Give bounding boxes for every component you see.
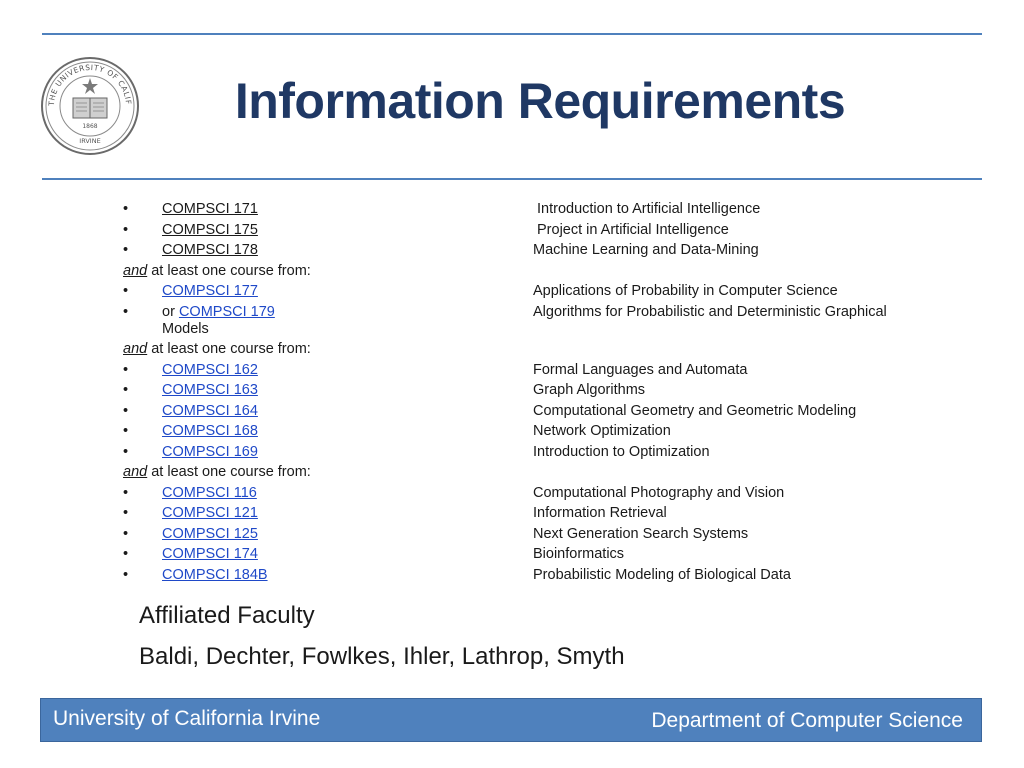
course-link[interactable]: COMPSCI 162 — [162, 361, 258, 378]
bullet: • — [123, 484, 129, 501]
course-code: COMPSCI 178 — [162, 242, 258, 258]
slide-title: Information Requirements — [234, 73, 846, 129]
course-link[interactable]: COMPSCI 116 — [162, 484, 257, 501]
and-label: and — [123, 464, 148, 480]
course-description: Next Generation Search Systems — [533, 525, 749, 542]
svg-text:IRVINE: IRVINE — [79, 137, 101, 145]
list-item — [0, 220, 1024, 241]
bullet: • — [123, 505, 129, 521]
bullet: • — [123, 382, 129, 398]
bullet: • — [123, 443, 129, 460]
uc-seal-logo — [40, 56, 140, 156]
course-link-compsci-177[interactable]: COMPSCI 177 — [162, 283, 258, 299]
bullet: • — [123, 566, 129, 583]
list-item — [0, 483, 1024, 504]
course-description: Introduction to Optimization — [533, 443, 710, 460]
course-description: Bioinformatics — [533, 546, 625, 562]
course-link[interactable]: COMPSCI 168 — [162, 423, 258, 439]
course-link[interactable]: COMPSCI 164 — [162, 402, 258, 419]
bullet: • — [123, 201, 129, 217]
list-item — [0, 401, 1024, 422]
course-description: Applications of Probability in Computer Science — [533, 283, 838, 299]
bullet: • — [123, 423, 129, 439]
course-description: Graph Algorithms — [533, 382, 646, 398]
course-link[interactable]: COMPSCI 184B — [162, 566, 268, 583]
group-heading — [0, 339, 1024, 360]
bullet: • — [123, 303, 129, 320]
list-item — [0, 421, 1024, 442]
list-item — [0, 442, 1024, 463]
course-link[interactable]: COMPSCI 174 — [162, 546, 258, 562]
course-description: Computational Photography and Vision — [533, 484, 785, 501]
course-link[interactable]: COMPSCI 169 — [162, 443, 258, 460]
faculty-names: Baldi, Dechter, Fowlkes, Ihler, Lathrop, Smyth — [139, 643, 625, 670]
course-description-continuation: Models — [162, 321, 209, 337]
svg-text:1868: 1868 — [82, 123, 98, 130]
group-heading-text: at least one course from: — [151, 341, 311, 357]
bullet: • — [123, 402, 129, 419]
title-rule — [42, 178, 982, 180]
list-item — [0, 281, 1024, 302]
bullet: • — [123, 242, 129, 258]
course-description: Algorithms for Probabilistic and Deterministic Graphical — [533, 303, 887, 320]
list-item — [0, 503, 1024, 524]
list-item — [0, 524, 1024, 545]
course-description: Project in Artificial Intelligence — [537, 221, 729, 238]
bullet: • — [123, 546, 129, 562]
and-label: and — [123, 262, 148, 279]
course-description: Network Optimization — [533, 423, 671, 439]
group-heading-text: at least one course from: — [151, 262, 311, 279]
list-item — [0, 544, 1024, 565]
course-description: Probabilistic Modeling of Biological Data — [533, 566, 791, 583]
course-link[interactable]: COMPSCI 125 — [162, 525, 258, 542]
list-item — [0, 199, 1024, 220]
course-description: Formal Languages and Automata — [533, 361, 748, 378]
list-item — [0, 380, 1024, 401]
top-rule — [42, 33, 982, 35]
or-label: or — [162, 303, 175, 320]
group-heading-text: at least one course from: — [151, 464, 311, 480]
bullet: • — [123, 361, 129, 378]
course-description: Computational Geometry and Geometric Modeling — [533, 402, 857, 419]
course-code: COMPSCI 171 — [162, 201, 258, 217]
bullet: • — [123, 525, 129, 542]
course-description: Introduction to Artificial Intelligence — [537, 201, 761, 217]
seal-icon — [40, 56, 140, 156]
bullet: • — [123, 221, 129, 238]
list-item — [0, 565, 1024, 586]
course-list — [0, 199, 1024, 585]
bullet: • — [123, 283, 129, 299]
and-label: and — [123, 341, 148, 357]
list-item — [0, 302, 1024, 323]
group-heading — [0, 462, 1024, 483]
group-heading — [0, 261, 1024, 282]
course-code: COMPSCI 175 — [162, 221, 258, 238]
footer-university: University of California Irvine — [53, 707, 321, 730]
list-item-continuation — [0, 322, 1024, 339]
svg-text:THE UNIVERSITY OF CALIFORNIA: THE UNIVERSITY OF CALIF — [46, 62, 134, 107]
footer-department: Department of Computer Science — [651, 709, 963, 732]
list-item — [0, 360, 1024, 381]
course-link[interactable]: COMPSCI 163 — [162, 382, 258, 398]
course-link[interactable]: COMPSCI 121 — [162, 505, 258, 521]
footer-bar — [40, 698, 982, 742]
course-description: Information Retrieval — [533, 505, 667, 521]
faculty-heading: Affiliated Faculty — [139, 602, 315, 629]
list-item — [0, 240, 1024, 261]
course-link-compsci-179[interactable]: COMPSCI 179 — [178, 303, 275, 320]
course-description: Machine Learning and Data-Mining — [533, 242, 759, 258]
